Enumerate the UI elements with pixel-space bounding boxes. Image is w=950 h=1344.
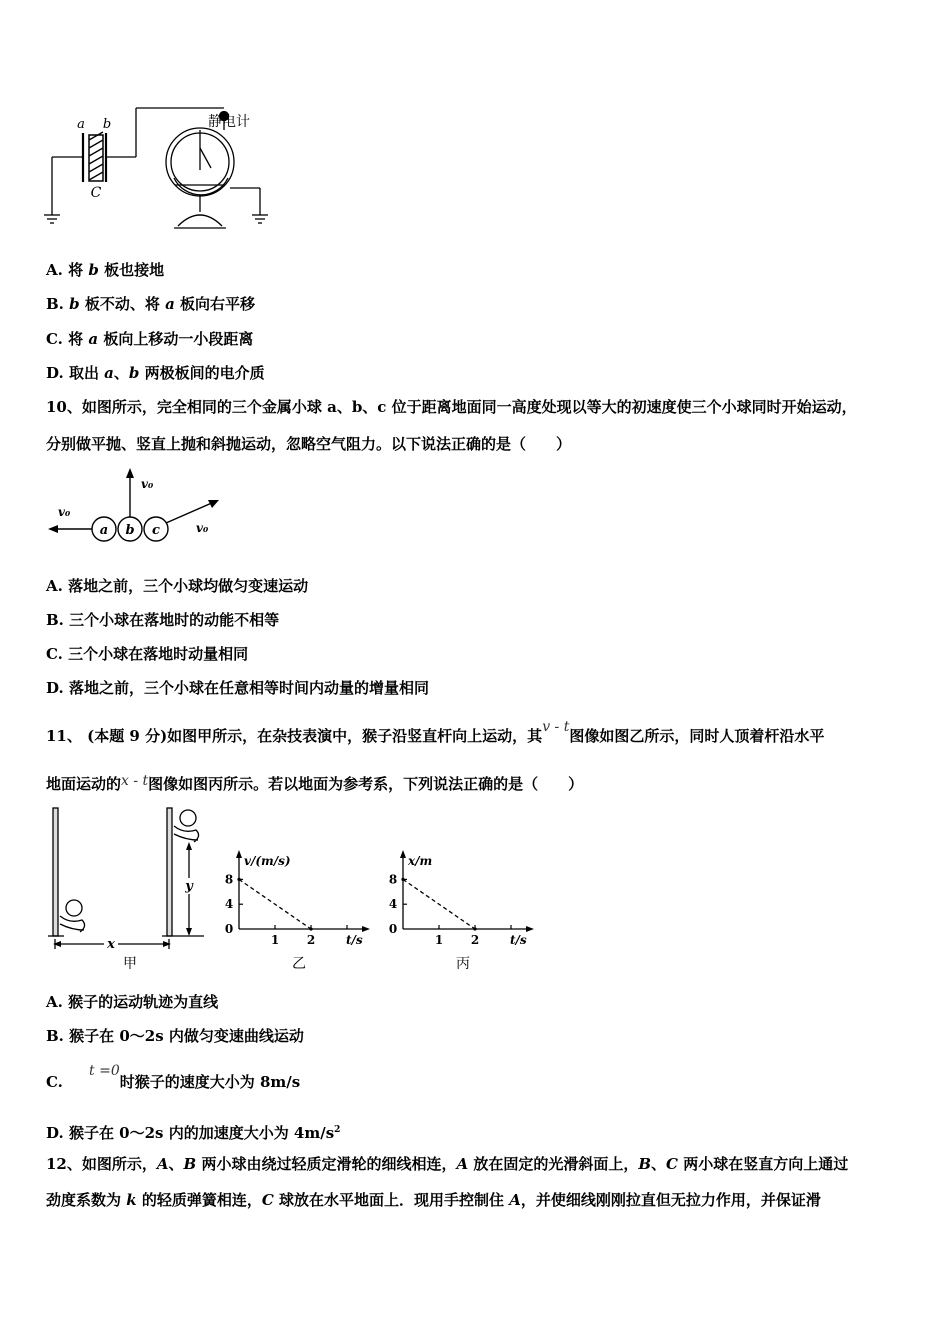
stem-text: 劲度系数为: [46, 1191, 127, 1209]
xt-data-point: [473, 927, 476, 930]
vt-chart: [214, 850, 374, 972]
xt-caption: 丙: [456, 956, 470, 972]
xt-xlabel: t/s: [510, 933, 527, 947]
vt-xlabel: t/s: [346, 933, 363, 947]
vt-data-point: [237, 878, 240, 881]
xt-xtick: 1: [434, 933, 444, 947]
q11-option-d: D. 猴子在 0～2s 内的加速度大小为 $4m/s^2$: [46, 1124, 341, 1142]
q9-option-a: A. 将 b 板也接地: [46, 261, 165, 279]
q10-option-c: C. 三个小球在落地时动量相同: [46, 645, 249, 663]
stem-text: 放在固定的光滑斜面上，: [468, 1155, 639, 1173]
stem-text: 、: [651, 1155, 667, 1173]
formula-xt: x - t: [121, 773, 149, 789]
q11-option-b: B. 猴子在 0～2s 内做匀变速曲线运动: [46, 1027, 304, 1045]
variable-symbol: C: [261, 1191, 274, 1209]
vt-xtick: 2: [306, 933, 316, 947]
monkey-pole-figure: [44, 806, 214, 971]
vt-ytick: 4: [224, 897, 234, 912]
vt-ytick: 0: [224, 922, 234, 936]
jia-y-label: y: [185, 879, 193, 894]
stem-text: 球放在水平地面上．现用手控制住: [273, 1191, 510, 1209]
q10-option-d: D. 落地之前，三个小球在任意相等时间内动量的增量相同: [46, 679, 429, 697]
variable-symbol: A: [156, 1155, 169, 1173]
variable-symbol: A: [456, 1155, 469, 1173]
q9-option-b: B. b 板不动、将 a 板向右平移: [46, 295, 256, 313]
q12-stem-line1: [46, 1153, 848, 1175]
vt-caption: 乙: [292, 956, 306, 972]
formula-t0: t =0: [89, 1063, 120, 1079]
q11-option-a: A. 猴子的运动轨迹为直线: [46, 993, 219, 1011]
q9-option-c: C. 将 a 板向上移动一小段距离: [46, 330, 254, 348]
q9-option-d: D. 取出 a、b 两极板间的电介质: [46, 364, 265, 382]
vt-xtick: 1: [270, 933, 280, 947]
q10-stem-line2: 分别做平抛、竖直上抛和斜抛运动，忽略空气阻力。以下说法正确的是（ ）: [46, 435, 572, 453]
q11-stem-line2: 地面运动的x - t图像如图丙所示。若以地面为参考系，下列说法正确的是（ ）: [46, 773, 584, 793]
vt-ylabel: v/(m/s): [244, 854, 291, 868]
ball-c-label: c: [152, 523, 160, 538]
xt-ylabel: x/m: [408, 854, 433, 868]
stem-text: 、: [168, 1155, 184, 1173]
xt-data-point: [401, 878, 404, 881]
variable-symbol: B: [638, 1155, 652, 1173]
variable-symbol: k: [126, 1191, 137, 1209]
q10-stem-line1: 10、如图所示，完全相同的三个金属小球 a、b、c 位于距离地面同一高度处现以等大的初速度使三个小球同时开始运动，: [46, 398, 857, 416]
ball-a-label: a: [99, 523, 109, 538]
vt-series-line: [239, 879, 311, 929]
jia-caption: 甲: [123, 956, 137, 971]
xt-chart: [378, 850, 538, 972]
three-balls-figure: [44, 466, 234, 551]
plate-b-label: b: [102, 117, 112, 132]
formula-vt: v - t: [542, 719, 570, 735]
xt-ytick: 0: [388, 922, 398, 936]
stem-text: ，并使细线刚刚拉直但无拉力作用，并保证滑: [520, 1191, 821, 1209]
xt-ytick: 4: [388, 897, 398, 912]
plate-a-label: a: [77, 117, 85, 132]
v0-up-label: v₀: [141, 477, 154, 491]
xt-xtick: 2: [470, 933, 480, 947]
q10-option-a: A. 落地之前，三个小球均做匀变速运动: [46, 577, 309, 595]
electrometer-label: 静电计: [208, 114, 250, 130]
vt-data-point: [309, 927, 312, 930]
q10-option-b: B. 三个小球在落地时的动能不相等: [46, 611, 280, 629]
jia-x-label: x: [107, 937, 115, 952]
q11-stem-line1: 11、 (本题 9 分)如图甲所示，在杂技表演中，猴子沿竖直杆向上运动，其v - t图像如图乙所示，同时人顶着杆沿水平: [46, 719, 825, 745]
xt-ytick: 8: [388, 872, 398, 887]
stem-text: 两小球在竖直方向上通过: [677, 1155, 849, 1173]
v0-left-label: v₀: [58, 505, 71, 519]
q11-option-c: C. t =0时猴子的速度大小为 8m/s: [46, 1063, 301, 1091]
stem-text: 的轻质弹簧相连，: [136, 1191, 262, 1209]
stem-text: 两小球由绕过轻质定滑轮的细线相连，: [196, 1155, 457, 1173]
xt-series-line: [403, 879, 475, 929]
variable-symbol: C: [666, 1155, 678, 1173]
variable-symbol: B: [183, 1155, 197, 1173]
vt-ytick: 8: [224, 872, 234, 887]
capacitor-c-label: C: [90, 185, 102, 201]
capacitor-electrometer-figure: [40, 100, 280, 240]
stem-text: 12、如图所示，: [46, 1155, 157, 1173]
q12-stem-line2: [46, 1189, 821, 1211]
variable-symbol: A: [509, 1191, 521, 1209]
v0-right-label: v₀: [196, 521, 209, 535]
ball-b-label: b: [125, 523, 135, 538]
